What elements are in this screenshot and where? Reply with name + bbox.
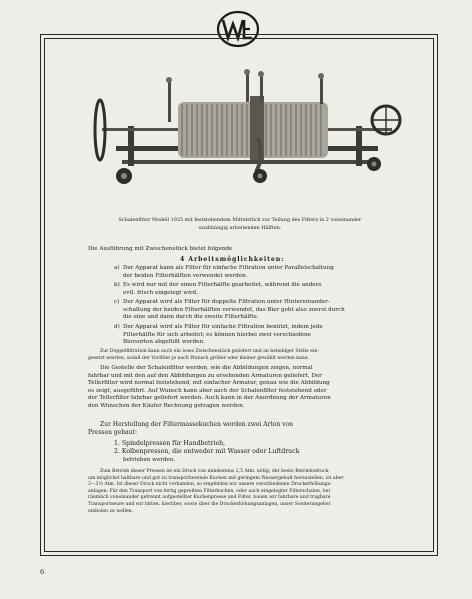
item-label: c)	[114, 299, 120, 305]
para-line: Pressen gebaut:	[88, 428, 138, 436]
item-label: d)	[114, 324, 120, 330]
note-line: Transportseure und wir bitten, hierüber, sowie über die Druckerhöhungsanlagen, unser Sonderangebot	[88, 501, 331, 507]
caption-line: unabhängig arbeitenden Hälften.	[198, 225, 282, 231]
para-line: den Wünschen der Käufer Rechnung getragen werden.	[88, 402, 245, 409]
para-line: Zur Herstellung der Filtermassekuchen werden zwei Arten von	[100, 421, 294, 428]
section-heading: 4 Arbeitsmöglichkeiten:	[180, 256, 285, 263]
item-line: Kolbenpressen, die entweder mit Wasser oder Luftdruck	[121, 448, 300, 455]
list-item	[114, 440, 420, 448]
item-line: Der Apparat wird als Filter für einfache Filtration benützt, indem jede	[123, 324, 323, 330]
note-line: Zur Doppelfiltration kann auch ein loses Zwischenstück geliefert und an beliebiger Stelle ein-	[100, 349, 319, 354]
note-line: 3—3½ Atm. Ist dieser Druck nicht vorhanden, so empfehlen wir unsere verschiedenen Druckerhöhungs-	[88, 482, 332, 488]
note-line: um möglichst haltbare und gut zu transportierende Kuchen mit geringem Wassergehalt herzustellen, ist aber	[88, 475, 344, 481]
figure-caption	[60, 216, 420, 232]
item-line: schaltung der beiden Filterhälften verwendet, das Bier geht also zuerst durch	[123, 306, 345, 313]
filter-machine-illustration	[88, 68, 406, 192]
note-line: gesetzt werden, sodaß der Vorfilter je nach Wunsch größer oder kleiner gewählt werden kann.	[88, 355, 310, 361]
list-item	[114, 282, 420, 297]
item-label: b)	[114, 282, 120, 288]
paragraph-pressen	[88, 421, 420, 436]
item-line: betrieben werden.	[123, 457, 176, 463]
para-line: der Tellerfilter fahrbar geliefert werden. Auch kann in der Anordnung der Armaturen	[88, 395, 331, 402]
para-line: Die Gestelle der Schalenfilter werden, wie die Abbildungen zeigen, normal	[100, 365, 313, 371]
item-label: 2.	[114, 448, 120, 455]
footnote-betrieb	[88, 469, 420, 515]
item-line: der beiden Filterhälften verwendet werden.	[123, 272, 248, 279]
para-line: Tellerfilter wird normal feststehend, mit einfacher Armatur, genau wie die Abbildung	[88, 380, 330, 387]
note-line: Zum Betrieb dieser Pressen ist ein Druck von mindestens 2,5 Atm. nötig; der beste Betriebsdruck,	[100, 469, 330, 474]
list-item	[114, 265, 420, 280]
para-line: es zeigt, ausgeführt. Auf Wunsch kann aber auch der Schalenfilter feststehend oder	[88, 387, 327, 394]
note-line: einholen zu wollen.	[88, 508, 134, 514]
list-item	[114, 299, 420, 322]
page-number: 6	[40, 568, 45, 576]
caption-line: Schalenfilter Modell 1925 mit feststehendem Mittelstück zur Teilung des Filters in 2 voneinander	[118, 217, 362, 223]
item-line: Es wird nur mit der einen Filterhälfte gearbeitet, während die andere	[123, 282, 322, 288]
footnote-doppelfiltration	[88, 349, 420, 362]
intro-text: Die Ausführung mit Zwischenstück bietet folgende	[88, 246, 233, 252]
item-line: die eine und dann durch die zweite Filterhälfte.	[123, 314, 259, 321]
item-line: Biersorten abgefüllt werden.	[123, 339, 205, 346]
list-item	[114, 324, 420, 347]
item-line: Der Apparat wird als Filter für doppelte Filtration unter Hintereinander-	[123, 299, 330, 305]
item-line: Der Apparat kann als Filter für einfache Filtration unter Parallelschaltung	[123, 265, 334, 271]
item-label: 1.	[114, 440, 120, 447]
item-line: evtl. frisch eingelegt wird.	[123, 289, 198, 296]
para-line: fahrbar und mit den auf den Abbildungen zu ersehenden Armaturen geliefert. Der	[88, 372, 322, 379]
note-line: anlagen. Für den Transport von fertig gepreßten Filterkuchen, oder auch eingelegter Filterschalen, bei	[88, 488, 330, 494]
paragraph-gestelle	[88, 365, 420, 411]
item-line: Filterhälfte für sich arbeitet; es können hierbei zwei verschiedene	[123, 331, 311, 338]
press-list	[114, 440, 420, 464]
list-item	[114, 448, 420, 464]
note-line: räumlich voneinander getrennt aufgestellter Kuchenpresse und Filter, bauen wir fahrbare und tragbare	[88, 495, 331, 501]
item-line: Spindelpressen für Handbetrieb,	[121, 440, 226, 447]
item-label: a)	[114, 265, 120, 271]
